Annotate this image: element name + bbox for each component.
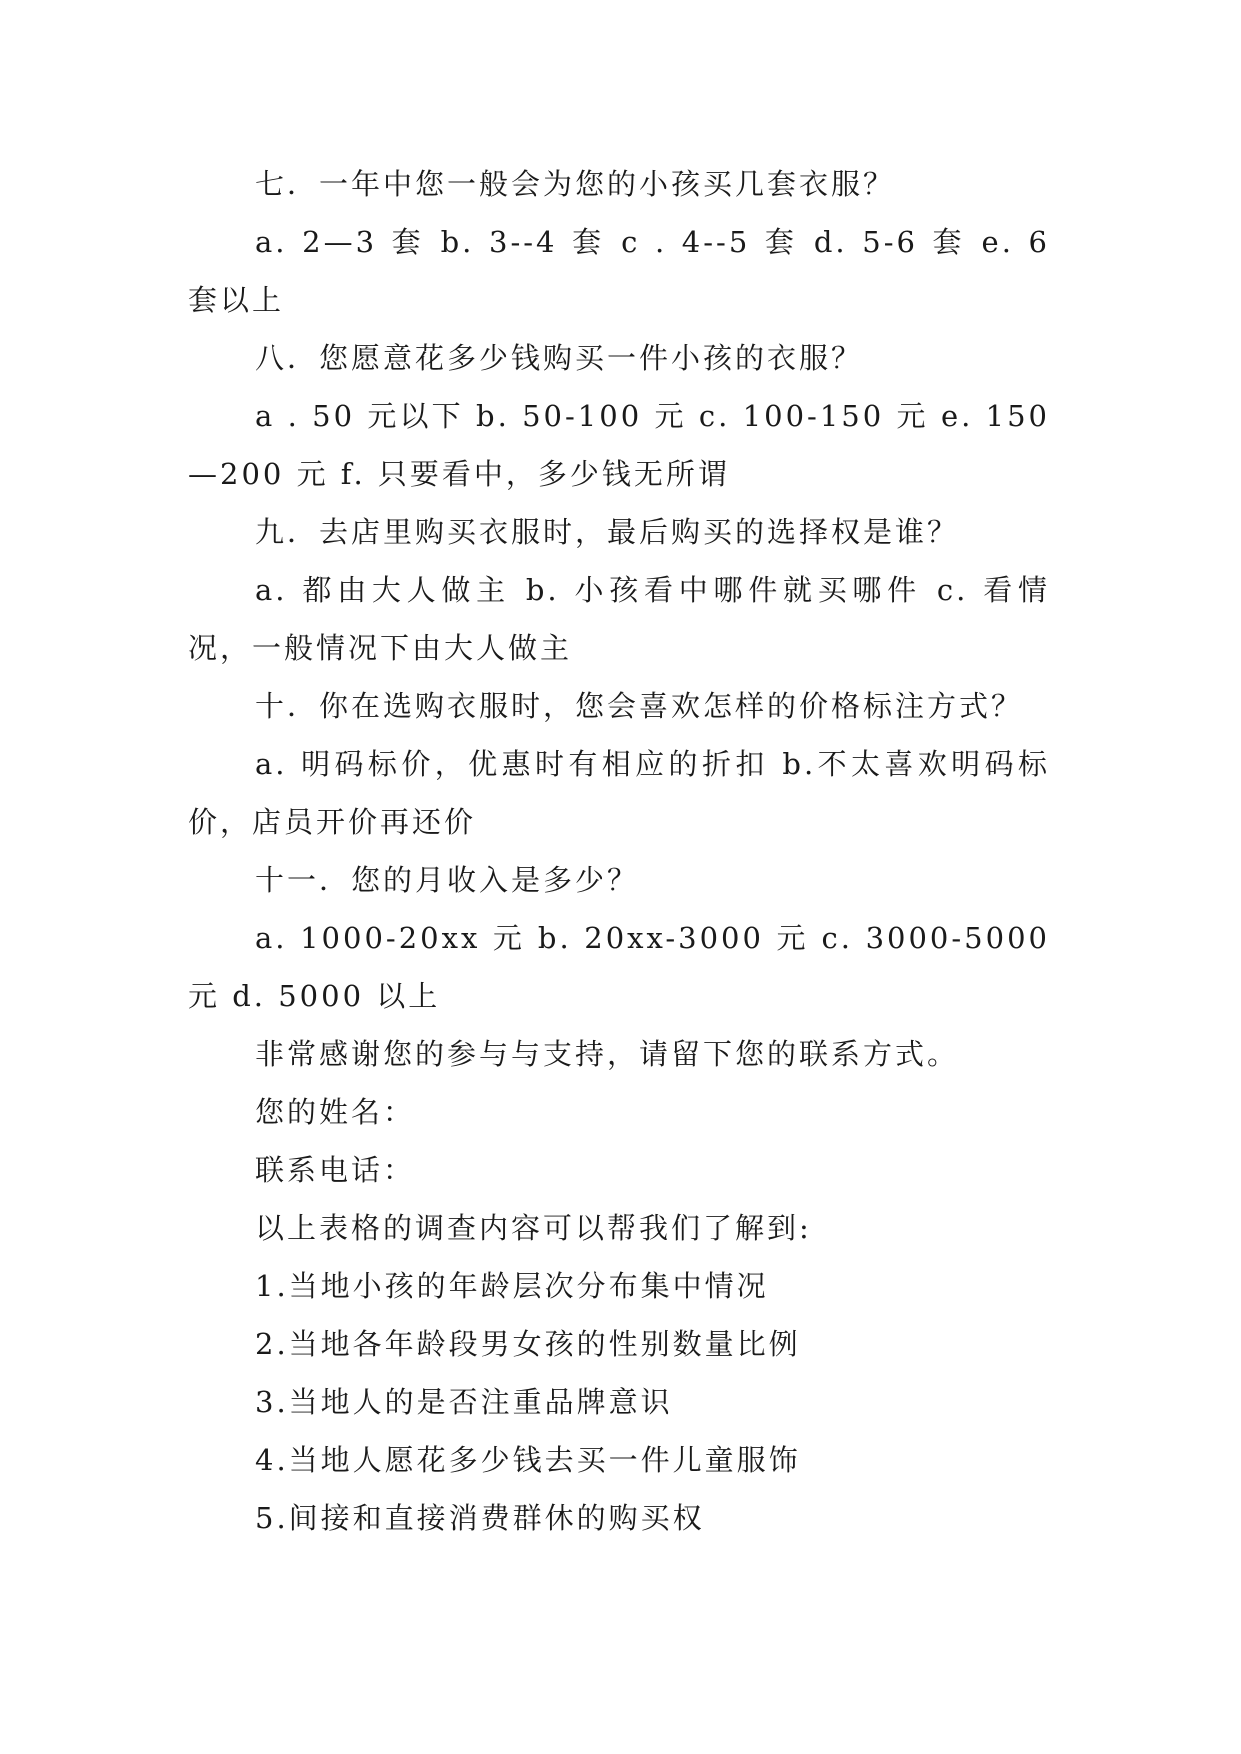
question-10: 十．你在选购衣服时，您会喜欢怎样的价格标注方式？ <box>255 689 1024 723</box>
summary-intro: 以上表格的调查内容可以帮我们了解到: <box>255 1211 812 1245</box>
finding-item: 3.当地人的是否注重品牌意识 <box>255 1385 673 1419</box>
question-8-options: a . 50 元以下 b. 50-100 元 c. 100-150 元 e. 150—200 元 f. 只要看中，多少钱无所谓 <box>188 399 1050 491</box>
question-8: 八．您愿意花多少钱购买一件小孩的衣服？ <box>255 341 864 375</box>
finding-item: 4.当地人愿花多少钱去买一件儿童服饰 <box>255 1443 801 1477</box>
question-11: 十一．您的月收入是多少？ <box>255 863 640 897</box>
question-7-options: a. 2—3 套 b. 3--4 套 c . 4--5 套 d. 5-6 套 e. 6 套以上 <box>188 225 1050 317</box>
question-9-options: a. 都由大人做主 b. 小孩看中哪件就买哪件 c. 看情况，一般情况下由大人做主 <box>188 573 1050 665</box>
question-11-options: a. 1000-20xx 元 b. 20xx-3000 元 c. 3000-5000 元 d. 5000 以上 <box>188 921 1050 1013</box>
thanks-text: 非常感谢您的参与与支持，请留下您的联系方式。 <box>255 1037 960 1071</box>
name-label: 您的姓名： <box>255 1095 416 1129</box>
finding-item: 2.当地各年龄段男女孩的性别数量比例 <box>255 1327 801 1361</box>
finding-item: 5.间接和直接消费群休的购买权 <box>255 1501 705 1535</box>
question-10-options: a. 明码标价，优惠时有相应的折扣 b.不太喜欢明码标价，店员开价再还价 <box>188 747 1050 839</box>
finding-item: 1.当地小孩的年龄层次分布集中情况 <box>255 1269 769 1303</box>
question-7: 七．一年中您一般会为您的小孩买几套衣服？ <box>255 167 896 201</box>
phone-label: 联系电话： <box>255 1153 416 1187</box>
question-9: 九．去店里购买衣服时，最后购买的选择权是谁？ <box>255 515 960 549</box>
survey-text <box>188 155 1050 1547</box>
